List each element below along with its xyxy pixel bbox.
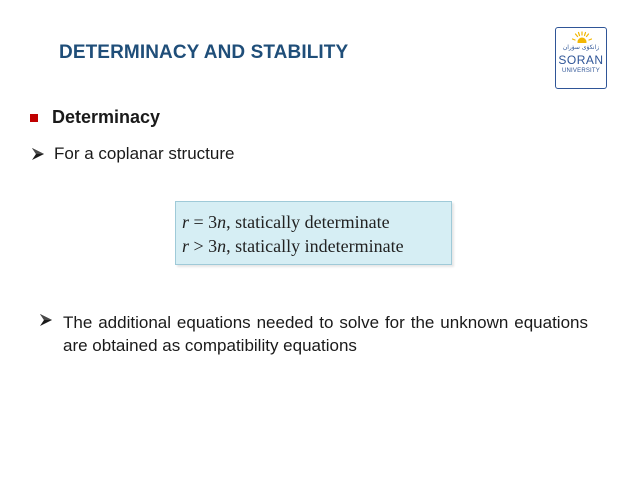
arrow-bullet-icon <box>30 146 46 162</box>
compatibility-paragraph: The additional equations needed to solve for the unknown equations are obtained as compatibility equations <box>63 313 588 355</box>
formula-rhs-coef: 3 <box>208 236 218 256</box>
bullet-determinacy <box>30 107 160 128</box>
formula-lhs: r <box>182 212 190 232</box>
formula-label: , statically indeterminate <box>226 236 404 256</box>
red-square-bullet-icon <box>30 114 38 122</box>
bullet-text: Determinacy <box>52 107 161 127</box>
sun-icon <box>572 31 592 43</box>
soran-university-logo <box>555 27 607 89</box>
formula-determinate <box>182 210 451 234</box>
slide-title: DETERMINACY AND STABILITY <box>59 42 349 63</box>
bullet-compatibility <box>38 311 588 357</box>
formula-label: , statically determinate <box>226 212 390 232</box>
logo-subtitle: UNIVERSITY <box>561 68 600 74</box>
arrow-bullet-icon <box>38 312 54 328</box>
formula-rhs-var: n <box>217 236 227 256</box>
logo-kurdish-text: زانکۆی سۆران <box>562 44 600 51</box>
formula-rhs-coef: 3 <box>208 212 218 232</box>
bullet-text: For a coplanar structure <box>54 144 235 163</box>
bullet-coplanar <box>30 144 234 164</box>
formula-lhs: r <box>182 236 190 256</box>
formula-box <box>175 201 452 265</box>
logo-name: SORAN <box>558 53 604 67</box>
formula-operator: > <box>193 236 204 256</box>
formula-rhs-var: n <box>217 212 227 232</box>
formula-indeterminate <box>182 234 451 258</box>
formula-operator: = <box>193 212 204 232</box>
